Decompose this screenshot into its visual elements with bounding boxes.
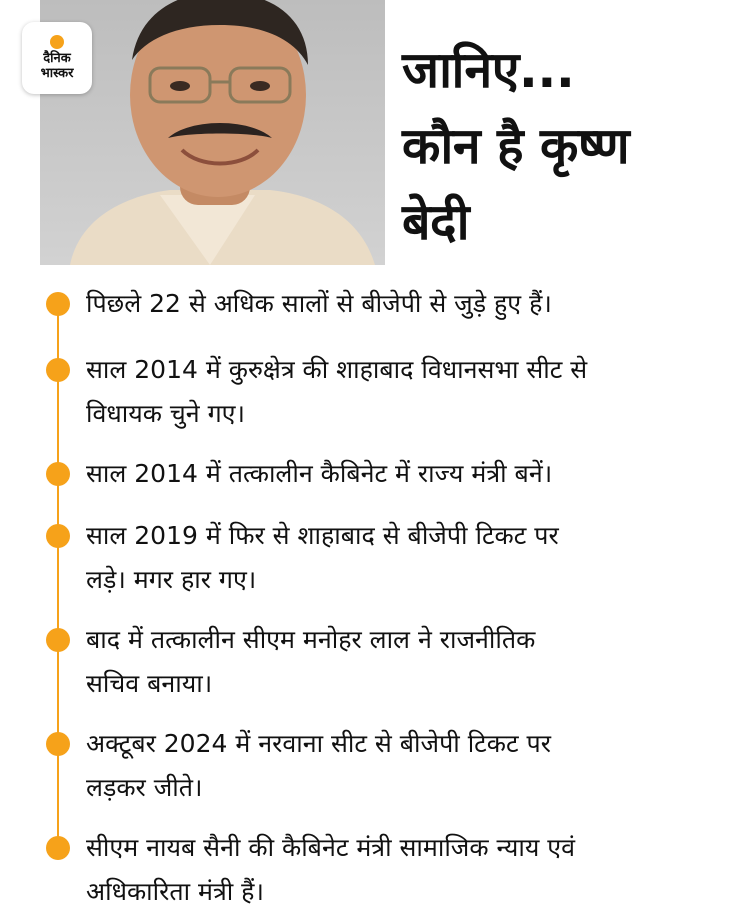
fact-item-7 [86,826,716,914]
fact-text: अधिकारिता मंत्री हैं। [86,877,264,906]
fact-text: सचिव बनाया। [86,669,213,698]
fact-item-4 [86,514,716,602]
fact-text: लड़े। मगर हार गए। [86,565,257,594]
headline-line-1: जानिए... [402,41,575,99]
fact-text: बाद में तत्कालीन सीएम मनोहर लाल ने राजनीतिक [86,625,536,654]
logo-text-line1: दैनिक [43,51,71,66]
headline-line-2: कौन है कृष्ण [402,117,630,175]
timeline-dot [46,524,70,548]
fact-text: विधायक चुने गए। [86,399,245,428]
fact-item-2 [86,348,716,436]
timeline-dot [46,462,70,486]
fact-text: सीएम नायब सैनी की कैबिनेट मंत्री सामाजिक न्याय एवं [86,833,576,862]
fact-text: अक्टूबर 2024 में नरवाना सीट से बीजेपी टिकट पर [86,729,551,758]
fact-item-5 [86,618,716,706]
timeline-dot [46,358,70,382]
timeline-dot [46,628,70,652]
fact-item-1 [86,282,716,326]
fact-text: साल 2014 में तत्कालीन कैबिनेट में राज्य मंत्री बनें। [86,459,553,488]
sun-icon [50,35,64,49]
timeline-dot [46,732,70,756]
fact-text: साल 2019 में फिर से शाहाबाद से बीजेपी टिकट पर [86,521,559,550]
timeline-line [57,300,59,855]
timeline-dot [46,836,70,860]
timeline-dot [46,292,70,316]
headline [402,32,722,260]
fact-text: पिछले 22 से अधिक सालों से बीजेपी से जुड़े हुए हैं। [86,289,552,318]
logo-text-line2: भास्कर [40,66,74,81]
fact-item-3 [86,452,716,496]
fact-item-6 [86,722,716,810]
fact-text: लड़कर जीते। [86,773,203,802]
fact-text: साल 2014 में कुरुक्षेत्र की शाहाबाद विधानसभा सीट से [86,355,588,384]
headline-line-3: बेदी [402,193,470,251]
dainik-bhaskar-logo [22,22,92,94]
